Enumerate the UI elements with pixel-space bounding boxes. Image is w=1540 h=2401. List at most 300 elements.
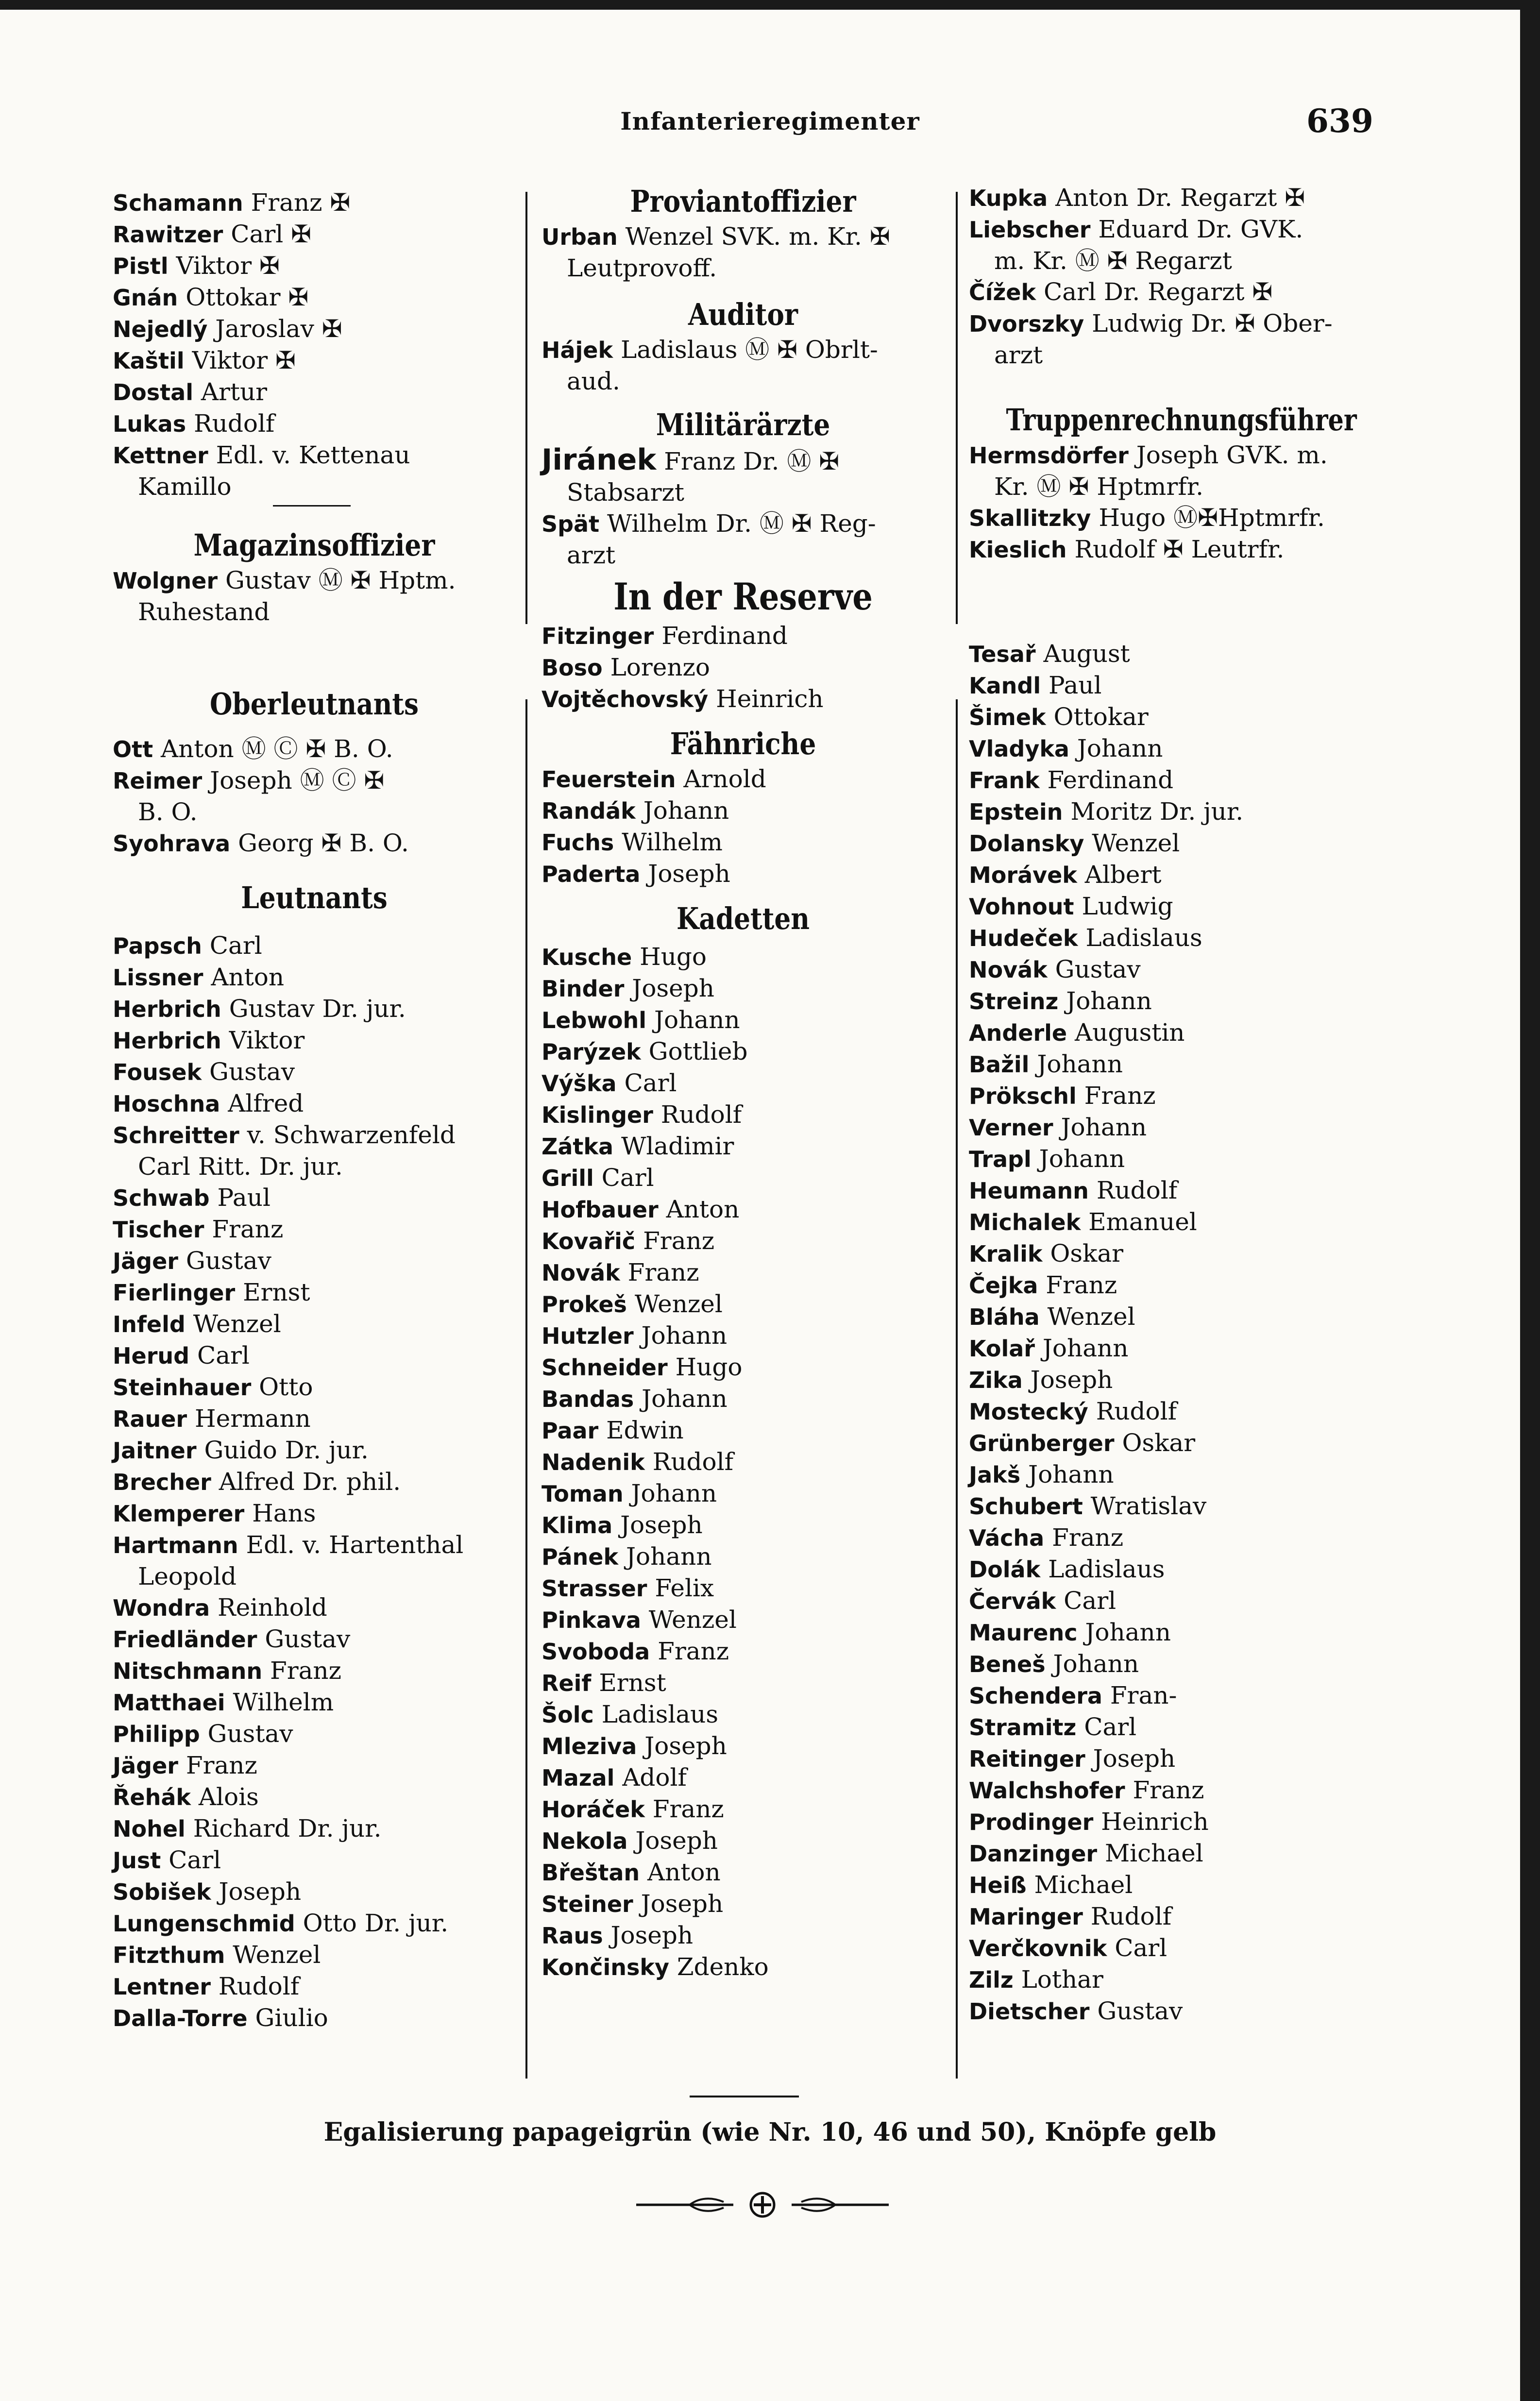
given-name-and-titles: Ottokar <box>1053 703 1149 731</box>
heading-magazinsoffizier: Magazinsoffizier <box>193 527 435 563</box>
entry-line <box>542 1131 945 1162</box>
entry-line <box>969 1427 1382 1459</box>
surname: Danzinger <box>969 1841 1098 1867</box>
list-item <box>969 1048 1382 1080</box>
heading-faehnriche: Fähnriche <box>670 726 816 761</box>
list-item <box>542 1699 945 1730</box>
list-item <box>969 276 1382 308</box>
given-name-and-titles: Rudolf <box>1096 1397 1177 1425</box>
list-item <box>969 1554 1382 1585</box>
given-name-and-titles: Anton <box>647 1858 721 1886</box>
list-item <box>969 1238 1382 1269</box>
surname: Fitzthum <box>113 1942 225 1968</box>
column-separator <box>525 192 527 624</box>
surname: Grünberger <box>969 1430 1115 1456</box>
given-name-and-titles: Giulio <box>255 2004 328 2032</box>
given-name-and-titles: Joseph <box>641 1890 724 1918</box>
list-item <box>542 1320 945 1352</box>
surname: Bandas <box>542 1386 634 1412</box>
given-name-and-titles: Ladislaus <box>1048 1555 1165 1583</box>
entry-continuation: B. O. <box>138 798 198 826</box>
given-name-and-titles: Emanuel <box>1088 1208 1197 1236</box>
list-kadetten <box>542 941 945 1983</box>
given-name-and-titles: Rudolf <box>1090 1902 1172 1930</box>
given-name-and-titles: Anton Dr. Regarzt ✠ <box>1055 184 1305 212</box>
list-item <box>969 1711 1382 1743</box>
surname: Kieslich <box>969 537 1067 563</box>
surname: Nohel <box>113 1816 186 1842</box>
given-name-and-titles: Carl <box>169 1846 221 1874</box>
given-name-and-titles: Oskar <box>1050 1239 1124 1268</box>
list-item <box>113 1025 516 1056</box>
given-name-and-titles: Johann <box>1061 1113 1147 1141</box>
entry-line <box>969 1522 1382 1554</box>
surname: Nejedlý <box>113 316 208 342</box>
entry-line <box>969 534 1382 565</box>
surname: Paar <box>542 1418 599 1444</box>
entry-line <box>542 1257 945 1288</box>
heading-militaeraerzte: Militärärzte <box>656 407 830 442</box>
entry-line <box>113 993 516 1025</box>
given-name-and-titles: Rudolf <box>218 1972 300 2000</box>
given-name-and-titles: Johann <box>1053 1650 1139 1678</box>
given-name-and-titles: Edl. v. Kettenau <box>216 441 410 469</box>
list-item <box>542 1446 945 1478</box>
list-item <box>969 828 1382 859</box>
list-magazinsoffizier <box>113 565 516 627</box>
surname: Heiß <box>969 1872 1027 1898</box>
list-item <box>969 1648 1382 1680</box>
list-item <box>969 1017 1382 1048</box>
given-name-and-titles: Carl <box>1115 1934 1168 1962</box>
entry-line <box>542 1478 945 1509</box>
entry-line <box>542 221 945 253</box>
entry-line <box>969 1269 1382 1301</box>
surname: Just <box>113 1847 161 1874</box>
short-rule <box>273 505 351 507</box>
entry-line <box>542 763 945 795</box>
surname: Nadenik <box>542 1449 645 1475</box>
surname: Kupka <box>969 185 1048 211</box>
list-item <box>542 508 945 571</box>
surname: Kaštil <box>113 348 185 374</box>
given-name-and-titles: Joseph Ⓜ Ⓒ ✠ <box>210 766 385 795</box>
surname: Boso <box>542 655 603 681</box>
list-item <box>542 620 945 652</box>
entry-line <box>969 1554 1382 1585</box>
surname: Prodinger <box>969 1809 1094 1835</box>
list-item <box>542 1036 945 1067</box>
given-name-and-titles: Adolf <box>622 1763 687 1792</box>
surname: Reimer <box>113 768 203 794</box>
surname: Fitzinger <box>542 623 654 649</box>
entry-line <box>542 1320 945 1352</box>
list-item <box>969 1206 1382 1238</box>
list-item <box>113 1245 516 1277</box>
entry-line <box>113 1529 516 1561</box>
given-name-and-titles: Hans <box>252 1499 316 1527</box>
entry-line <box>969 1680 1382 1711</box>
list-item <box>969 534 1382 565</box>
entry-line <box>542 973 945 1004</box>
surname: Hofbauer <box>542 1197 659 1223</box>
surname: Jäger <box>113 1753 178 1779</box>
list-item <box>969 764 1382 796</box>
given-name-and-titles: Anton <box>211 963 285 991</box>
entry-line <box>542 1699 945 1730</box>
entry-line <box>969 1901 1382 1932</box>
list-item <box>542 1383 945 1415</box>
entry-line <box>542 1162 945 1194</box>
given-name-and-titles: Carl ✠ <box>231 220 312 248</box>
surname: Nekola <box>542 1828 628 1854</box>
entry-line <box>113 1466 516 1498</box>
given-name-and-titles: Wenzel <box>193 1310 281 1338</box>
surname: Hartmann <box>113 1532 238 1558</box>
entry-line <box>113 1655 516 1687</box>
column-separator <box>525 699 527 2079</box>
entry-line <box>542 941 945 973</box>
list-item <box>113 733 516 765</box>
given-name-and-titles: Otto Dr. jur. <box>303 1909 449 1937</box>
list-item <box>113 1277 516 1308</box>
list-item <box>542 1478 945 1509</box>
list-reserve-top <box>542 620 945 715</box>
surname: Steiner <box>542 1891 633 1917</box>
surname: Lissner <box>113 964 203 991</box>
entry-line <box>113 1025 516 1056</box>
given-name-and-titles: Joseph <box>644 1732 727 1760</box>
surname: Sobišek <box>113 1879 211 1905</box>
entry-line <box>542 1667 945 1699</box>
list-item <box>542 1257 945 1288</box>
entry-line <box>113 1214 516 1245</box>
list-item <box>542 1288 945 1320</box>
list-item <box>113 345 516 376</box>
surname: Reitinger <box>969 1746 1085 1772</box>
list-item <box>542 1951 945 1983</box>
surname: Herbrich <box>113 996 221 1022</box>
list-item <box>542 1004 945 1036</box>
surname: Zilz <box>969 1967 1014 1993</box>
given-name-and-titles: Johann <box>631 1479 717 1507</box>
ornament-icon <box>636 2190 889 2219</box>
list-item <box>969 1175 1382 1206</box>
surname: Michalek <box>969 1209 1081 1235</box>
list-item <box>113 1466 516 1498</box>
entry-line <box>113 765 516 796</box>
surname: Walchshofer <box>969 1777 1125 1804</box>
entry-line <box>113 250 516 282</box>
entry-line <box>113 733 516 765</box>
list-item <box>969 1490 1382 1522</box>
list-item <box>969 1743 1382 1775</box>
given-name-and-titles: Johann <box>1077 734 1163 762</box>
entry-line <box>542 1225 945 1257</box>
surname: Hutzler <box>542 1323 634 1349</box>
surname: Výška <box>542 1070 617 1097</box>
entry-continuation: Carl Ritt. Dr. jur. <box>138 1152 343 1181</box>
entry-line <box>969 1932 1382 1964</box>
list-item <box>969 859 1382 891</box>
list-item <box>542 334 945 397</box>
entry-line <box>113 1498 516 1529</box>
entry-line <box>113 1403 516 1435</box>
list-item <box>113 1718 516 1750</box>
entry-line <box>542 1857 945 1888</box>
surname: Frank <box>969 767 1040 794</box>
surname: Končinsky <box>542 1954 669 1980</box>
entry-line <box>969 1585 1382 1617</box>
surname: Steinhauer <box>113 1374 252 1401</box>
list-item <box>542 1067 945 1099</box>
entry-line <box>542 1762 945 1793</box>
given-name-and-titles: Augustin <box>1075 1018 1185 1047</box>
entry-line <box>542 1920 945 1951</box>
given-name-and-titles: Alois <box>198 1783 259 1811</box>
heading-auditor: Auditor <box>688 297 798 332</box>
surname: Šimek <box>969 704 1046 730</box>
surname: Kandl <box>969 673 1041 699</box>
entry-line <box>969 1333 1382 1364</box>
entry-continuation: aud. <box>567 367 620 395</box>
entry-line <box>969 440 1382 471</box>
entry-continuation: Leopold <box>138 1562 237 1590</box>
list-item <box>113 1088 516 1119</box>
list-item <box>113 930 516 962</box>
heading-truppenrechnungsfuehrer: Truppenrechnungsführer <box>1006 402 1357 438</box>
given-name-and-titles: Ludwig Dr. ✠ Ober- <box>1092 309 1333 338</box>
entry-line <box>113 1245 516 1277</box>
surname: Dostal <box>113 379 193 406</box>
entry-line <box>542 1541 945 1572</box>
list-item <box>113 765 516 828</box>
entry-line <box>113 1592 516 1623</box>
surname: Binder <box>542 976 625 1002</box>
given-name-and-titles: Franz <box>270 1657 341 1685</box>
given-name-and-titles: Arnold <box>683 765 766 793</box>
list-item <box>542 941 945 973</box>
given-name-and-titles: Joseph <box>635 1826 718 1855</box>
given-name-and-titles: Joseph <box>219 1877 302 1906</box>
surname: Tesař <box>969 641 1036 667</box>
heading-oberleutnants: Oberleutnants <box>209 686 419 722</box>
entry-line <box>113 962 516 993</box>
surname: Novák <box>542 1260 620 1286</box>
list-item <box>969 891 1382 922</box>
entry-line <box>969 701 1382 733</box>
list-item <box>969 1775 1382 1806</box>
entry-line <box>969 922 1382 954</box>
surname: Bláha <box>969 1304 1040 1330</box>
surname: Dvorszky <box>969 311 1084 337</box>
list-item <box>113 1876 516 1908</box>
given-name-and-titles: Ludwig <box>1082 892 1173 920</box>
given-name-and-titles: Otto <box>259 1373 313 1401</box>
given-name-and-titles: Franz <box>186 1751 257 1779</box>
footer-note: Egalisierung papageigrün (wie Nr. 10, 46 und 50), Knöpfe gelb <box>323 2117 1217 2147</box>
list-item <box>113 376 516 408</box>
surname: Lungenschmid <box>113 1911 295 1937</box>
entry-line <box>542 1036 945 1067</box>
entry-line <box>542 1004 945 1036</box>
surname: Herud <box>113 1343 190 1369</box>
given-name-and-titles: Felix <box>655 1574 714 1602</box>
given-name-and-titles: Rudolf ✠ Leutrfr. <box>1074 535 1285 563</box>
entry-line <box>969 638 1382 670</box>
given-name-and-titles: Rudolf <box>652 1448 734 1476</box>
entry-line <box>969 502 1382 534</box>
list-item <box>113 1498 516 1529</box>
given-name-and-titles: Wenzel <box>1092 829 1180 857</box>
list-item <box>542 827 945 858</box>
entry-line <box>969 1238 1382 1269</box>
surname: Feuerstein <box>542 766 676 793</box>
given-name-and-titles: Carl <box>209 931 262 960</box>
given-name-and-titles: Alfred <box>228 1089 304 1117</box>
surname: Schubert <box>969 1493 1083 1520</box>
surname: Dalla-Torre <box>113 2005 248 2031</box>
surname: Nitschmann <box>113 1658 263 1684</box>
given-name-and-titles: Rudolf <box>193 409 275 438</box>
entry-line <box>969 1775 1382 1806</box>
entry-line <box>969 1711 1382 1743</box>
given-name-and-titles: Viktor ✠ <box>192 346 296 374</box>
surname: Fuchs <box>542 829 614 856</box>
given-name-and-titles: Wladimir <box>621 1132 734 1160</box>
surname: Čejka <box>969 1272 1038 1299</box>
surname: Schreitter <box>113 1122 239 1149</box>
list-item <box>969 701 1382 733</box>
entry-line <box>542 508 945 540</box>
given-name-and-titles: Artur <box>201 378 268 406</box>
entry-line <box>542 1099 945 1131</box>
given-name-and-titles: Hugo <box>675 1353 743 1381</box>
surname: Morávek <box>969 862 1077 888</box>
surname: Zika <box>969 1367 1023 1393</box>
entry-line <box>542 1383 945 1415</box>
list-item <box>969 502 1382 534</box>
given-name-and-titles: Hugo <box>640 943 707 971</box>
surname: Kolař <box>969 1336 1035 1362</box>
running-title: Infanterieregimenter <box>620 107 920 135</box>
surname: Kislinger <box>542 1102 653 1128</box>
list-item <box>113 1844 516 1876</box>
surname: Dietscher <box>969 1998 1090 2025</box>
heading-leutnants: Leutnants <box>241 880 388 915</box>
surname: Jakš <box>969 1462 1021 1488</box>
entry-line <box>113 1750 516 1781</box>
surname: Wondra <box>113 1595 210 1621</box>
given-name-and-titles: Lorenzo <box>610 653 711 681</box>
given-name-and-titles: Franz <box>652 1795 724 1823</box>
list-item <box>113 408 516 440</box>
given-name-and-titles: v. Schwarzenfeld <box>247 1121 456 1149</box>
surname: Kettner <box>113 442 208 469</box>
list-item <box>969 1585 1382 1617</box>
list-item <box>542 1857 945 1888</box>
surname: Verner <box>969 1115 1053 1141</box>
given-name-and-titles: Albert <box>1084 861 1162 889</box>
given-name-and-titles: Johann <box>1028 1460 1114 1488</box>
surname: Toman <box>542 1481 624 1507</box>
surname: Liebscher <box>969 217 1091 243</box>
list-item <box>969 638 1382 670</box>
entry-line <box>969 1396 1382 1427</box>
list-item <box>969 308 1382 371</box>
surname: Mleziva <box>542 1733 637 1759</box>
given-name-and-titles: Paul <box>1049 671 1102 699</box>
column-middle <box>542 182 945 1983</box>
given-name-and-titles: Heinrich <box>1101 1808 1209 1836</box>
given-name-and-titles: Carl <box>624 1069 677 1097</box>
list-item <box>542 1888 945 1920</box>
given-name-and-titles: Joseph <box>620 1511 703 1539</box>
list-item <box>969 1112 1382 1143</box>
entry-line <box>542 444 945 477</box>
list-item <box>542 1920 945 1951</box>
entry-line <box>969 1743 1382 1775</box>
surname: Lebwohl <box>542 1007 647 1033</box>
surname: Prökschl <box>969 1083 1077 1109</box>
entry-line <box>969 1175 1382 1206</box>
entry-line <box>113 376 516 408</box>
given-name-and-titles: Johann <box>1085 1618 1171 1646</box>
list-item <box>969 1617 1382 1648</box>
entry-line <box>969 276 1382 308</box>
surname: Schwab <box>113 1185 210 1211</box>
list-item <box>969 1459 1382 1490</box>
given-name-and-titles: Joseph <box>648 860 730 888</box>
list-truppenrechnungsfuehrer <box>969 440 1382 565</box>
surname: Anderle <box>969 1020 1067 1046</box>
list-item <box>542 1225 945 1257</box>
list-item <box>113 828 516 859</box>
entry-line <box>969 1080 1382 1112</box>
given-name-and-titles: Gustav Ⓜ ✠ Hptm. <box>225 566 456 594</box>
list-item <box>113 250 516 282</box>
given-name-and-titles: Gottlieb <box>648 1037 748 1065</box>
list-item <box>542 1131 945 1162</box>
list-item <box>113 219 516 250</box>
list-item <box>969 1964 1382 1995</box>
list-item <box>969 440 1382 502</box>
surname: Lukas <box>113 411 186 437</box>
given-name-and-titles: Wilhelm <box>622 828 723 856</box>
entry-line <box>113 1844 516 1876</box>
given-name-and-titles: Wenzel SVK. m. Kr. ✠ <box>625 222 890 251</box>
list-item <box>113 565 516 627</box>
entry-line <box>113 219 516 250</box>
list-leutnants <box>113 930 516 2034</box>
given-name-and-titles: Heinrich <box>716 685 824 713</box>
entry-line <box>969 670 1382 701</box>
given-name-and-titles: Franz <box>1046 1271 1117 1299</box>
list-item <box>542 795 945 827</box>
given-name-and-titles: Rudolf <box>660 1100 742 1129</box>
list-item <box>113 962 516 993</box>
list-item <box>113 282 516 313</box>
entry-line <box>113 345 516 376</box>
surname: Schneider <box>542 1354 668 1381</box>
entry-line <box>113 282 516 313</box>
list-item <box>542 1162 945 1194</box>
list-item <box>969 1838 1382 1869</box>
heading-kadetten: Kadetten <box>676 901 810 936</box>
entry-line <box>969 1806 1382 1838</box>
entry-line <box>113 1308 516 1340</box>
given-name-and-titles: Ernst <box>243 1278 310 1306</box>
